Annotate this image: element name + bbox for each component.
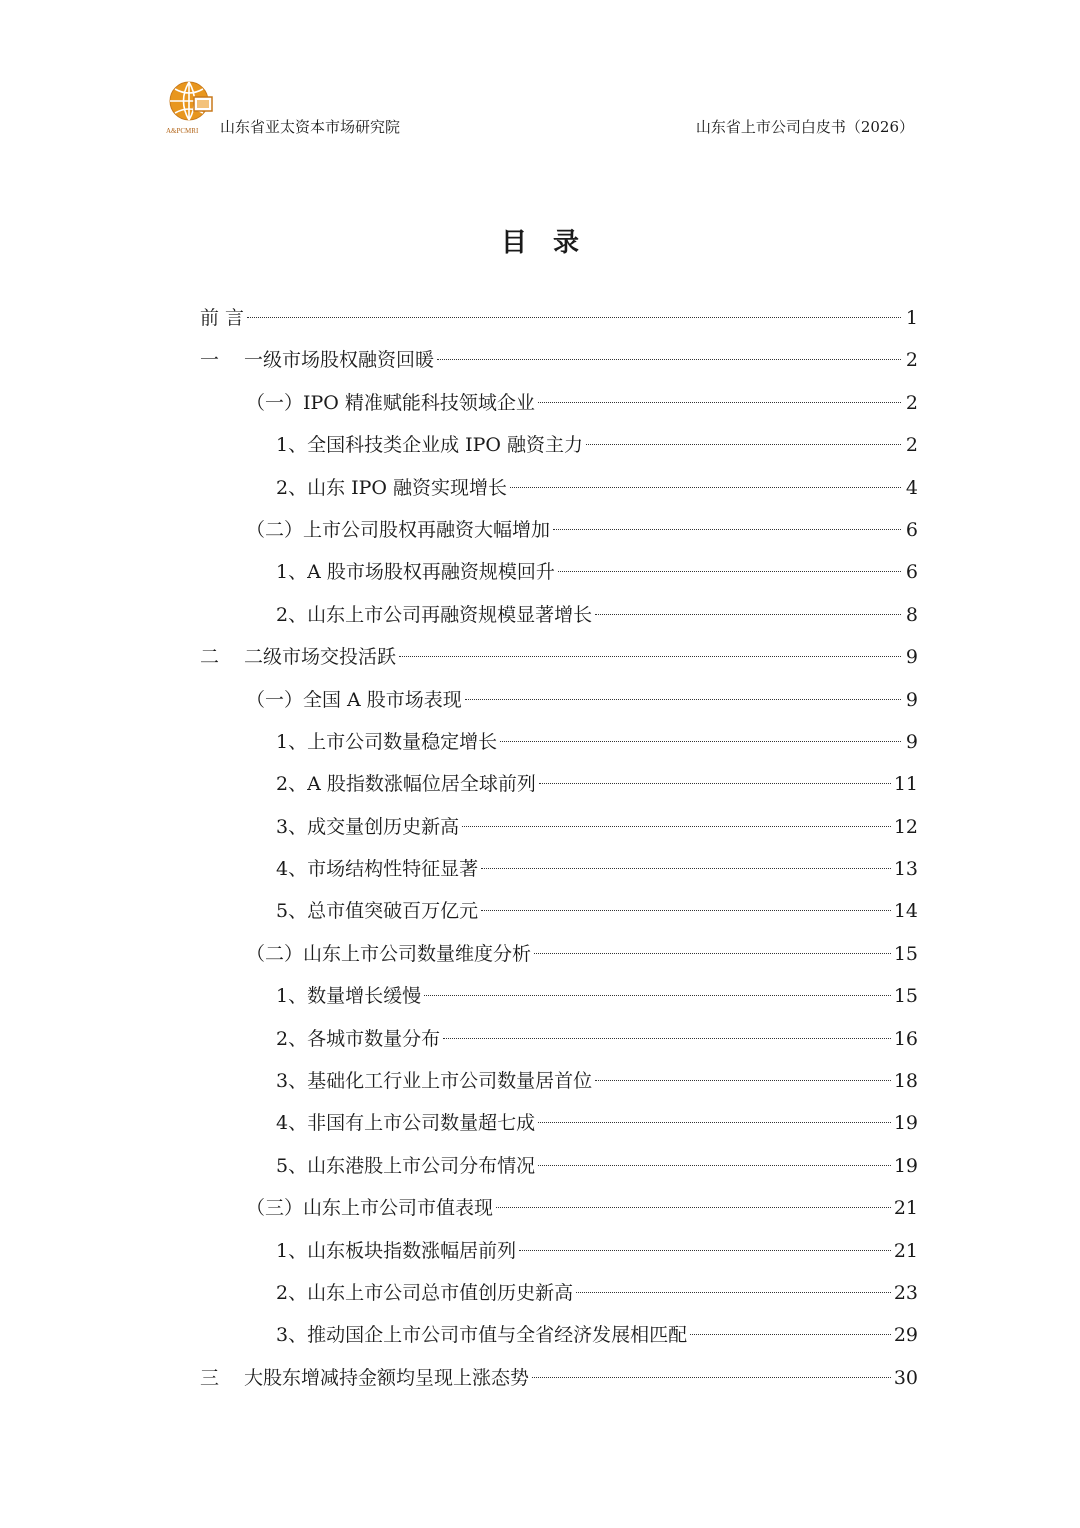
toc-dot-leader bbox=[465, 699, 901, 700]
toc-page-number: 21 bbox=[893, 1239, 918, 1262]
toc-entry[interactable] bbox=[200, 551, 918, 593]
toc-dot-leader bbox=[496, 1207, 891, 1208]
toc-dot-leader bbox=[532, 1377, 891, 1378]
toc-dot-leader bbox=[690, 1334, 891, 1335]
toc-entry-title: 二级市场交投活跃 bbox=[244, 646, 397, 669]
toc-page-number: 11 bbox=[893, 773, 918, 796]
toc-entry-title: （二）上市公司股权再融资大幅增加 bbox=[246, 518, 551, 541]
toc-dot-leader bbox=[553, 529, 901, 530]
toc-dot-leader bbox=[481, 868, 891, 869]
toc-entry-title: 大股东增减持金额均呈现上涨态势 bbox=[244, 1366, 530, 1389]
page-title: 目录 bbox=[500, 228, 605, 258]
toc-dot-leader bbox=[539, 783, 891, 784]
toc-entry[interactable] bbox=[200, 721, 918, 763]
toc-page-number: 18 bbox=[893, 1070, 918, 1093]
toc-entry[interactable] bbox=[200, 1230, 918, 1272]
toc-dot-leader bbox=[443, 1038, 891, 1039]
toc-dot-leader bbox=[519, 1250, 891, 1251]
toc-entry[interactable] bbox=[200, 933, 918, 975]
toc-entry-title: 1、全国科技类企业成 IPO 融资主力 bbox=[276, 434, 584, 457]
toc-entry-title: （三）山东上市公司市值表现 bbox=[246, 1197, 494, 1220]
toc-entry-title: 5、总市值突破百万亿元 bbox=[276, 900, 479, 923]
toc-dot-leader bbox=[462, 826, 891, 827]
toc-page-number: 6 bbox=[905, 561, 918, 584]
toc-page-number: 9 bbox=[905, 730, 918, 753]
toc-entry-title: 2、山东 IPO 融资实现增长 bbox=[276, 476, 508, 499]
toc-dot-leader bbox=[595, 1080, 891, 1081]
toc-dot-leader bbox=[586, 444, 901, 445]
toc-entry-title: 前 言 bbox=[200, 307, 245, 329]
toc-entry[interactable] bbox=[200, 806, 918, 848]
toc-dot-leader bbox=[247, 317, 901, 318]
toc-entry[interactable] bbox=[200, 763, 918, 805]
toc-entry[interactable] bbox=[200, 594, 918, 636]
toc-page-number: 12 bbox=[893, 815, 918, 838]
toc-entry-title: 4、非国有上市公司数量超七成 bbox=[276, 1112, 536, 1135]
toc-entry-title: 2、山东上市公司再融资规模显著增长 bbox=[276, 603, 593, 626]
toc-dot-leader bbox=[595, 614, 901, 615]
toc-page-number: 30 bbox=[893, 1366, 918, 1389]
toc-entry[interactable] bbox=[200, 1272, 918, 1314]
toc-entry[interactable] bbox=[200, 297, 918, 339]
toc-page-number: 15 bbox=[893, 985, 918, 1008]
toc-dot-leader bbox=[424, 995, 891, 996]
toc-entry-number: 二 bbox=[200, 646, 220, 669]
toc-page-number: 9 bbox=[905, 646, 918, 669]
toc-page-number: 23 bbox=[893, 1281, 918, 1304]
toc-page-number: 2 bbox=[905, 391, 918, 414]
toc-entry-title: 2、山东上市公司总市值创历史新高 bbox=[276, 1281, 574, 1304]
toc-dot-leader bbox=[576, 1292, 891, 1293]
toc-entry[interactable] bbox=[200, 1102, 918, 1144]
toc-entry[interactable] bbox=[200, 424, 918, 466]
toc-dot-leader bbox=[437, 359, 901, 360]
toc-page-number: 21 bbox=[893, 1197, 918, 1220]
toc-page-number: 13 bbox=[893, 858, 918, 881]
toc-entry-title: （二）山东上市公司数量维度分析 bbox=[246, 942, 532, 965]
toc-entry-title: 2、A 股指数涨幅位居全球前列 bbox=[276, 773, 536, 796]
toc-entry[interactable] bbox=[200, 509, 918, 551]
toc-entry[interactable] bbox=[200, 1187, 918, 1229]
toc-entry[interactable] bbox=[200, 1314, 918, 1356]
toc-entry[interactable] bbox=[200, 975, 918, 1017]
toc-dot-leader bbox=[500, 741, 901, 742]
toc-page-number: 14 bbox=[893, 900, 918, 923]
toc-dot-leader bbox=[538, 1165, 891, 1166]
toc-dot-leader bbox=[510, 487, 901, 488]
toc-entry-title: （一）IPO 精准赋能科技领域企业 bbox=[246, 391, 535, 414]
toc-entry-title: 3、基础化工行业上市公司数量居首位 bbox=[276, 1070, 593, 1093]
toc-dot-leader bbox=[558, 571, 901, 572]
toc-page-number: 29 bbox=[893, 1324, 918, 1347]
toc-entry-title: 1、上市公司数量稳定增长 bbox=[276, 730, 498, 753]
toc-entry-title: 3、成交量创历史新高 bbox=[276, 815, 460, 838]
page-header bbox=[160, 75, 920, 140]
toc-entry-title: 2、各城市数量分布 bbox=[276, 1027, 441, 1050]
toc-page-number: 2 bbox=[905, 434, 918, 457]
toc-entry-title: 3、推动国企上市公司市值与全省经济发展相匹配 bbox=[276, 1324, 688, 1347]
toc-entry-number: 三 bbox=[200, 1366, 220, 1389]
toc-entry[interactable] bbox=[200, 848, 918, 890]
toc-entry-title: 1、山东板块指数涨幅居前列 bbox=[276, 1239, 517, 1262]
toc-entry-number: 一 bbox=[200, 349, 220, 372]
toc-page-number: 8 bbox=[905, 603, 918, 626]
toc-entry[interactable] bbox=[200, 1357, 918, 1399]
toc-entry[interactable] bbox=[200, 679, 918, 721]
toc-entry[interactable] bbox=[200, 1018, 918, 1060]
org-name: 山东省亚太资本市场研究院 bbox=[220, 118, 401, 136]
toc-entry-title: 1、数量增长缓慢 bbox=[276, 985, 422, 1008]
toc-dot-leader bbox=[538, 1122, 891, 1123]
toc-dot-leader bbox=[534, 953, 891, 954]
toc-page-number: 6 bbox=[905, 518, 918, 541]
toc-entry[interactable] bbox=[200, 382, 918, 424]
toc-page-number: 15 bbox=[893, 942, 918, 965]
toc-dot-leader bbox=[538, 402, 901, 403]
toc-dot-leader bbox=[399, 656, 901, 657]
toc-page-number: 4 bbox=[905, 476, 918, 499]
toc-entry[interactable] bbox=[200, 467, 918, 509]
toc-page-number: 1 bbox=[905, 307, 918, 329]
toc-page-number: 19 bbox=[893, 1112, 918, 1135]
logo-text: A&PCMRI bbox=[166, 127, 199, 135]
institute-logo bbox=[164, 79, 216, 135]
toc-page-number: 2 bbox=[905, 349, 918, 372]
toc-entry-title: 1、A 股市场股权再融资规模回升 bbox=[276, 561, 555, 584]
toc-entry-title: 4、市场结构性特征显著 bbox=[276, 858, 479, 881]
toc-page-number: 9 bbox=[905, 688, 918, 711]
toc-entry[interactable] bbox=[200, 636, 918, 678]
document-title: 山东省上市公司白皮书（2026） bbox=[695, 118, 914, 136]
toc-entry[interactable] bbox=[200, 1060, 918, 1102]
toc-page-number: 16 bbox=[893, 1027, 918, 1050]
table-of-contents bbox=[200, 297, 918, 1399]
toc-page-number: 19 bbox=[893, 1154, 918, 1177]
toc-entry[interactable] bbox=[200, 890, 918, 932]
toc-dot-leader bbox=[481, 910, 891, 911]
toc-entry-title: （一）全国 A 股市场表现 bbox=[246, 688, 462, 711]
toc-entry-title: 5、山东港股上市公司分布情况 bbox=[276, 1154, 536, 1177]
toc-entry[interactable] bbox=[200, 339, 918, 381]
toc-entry-title: 一级市场股权融资回暖 bbox=[244, 349, 435, 372]
toc-entry[interactable] bbox=[200, 1145, 918, 1187]
